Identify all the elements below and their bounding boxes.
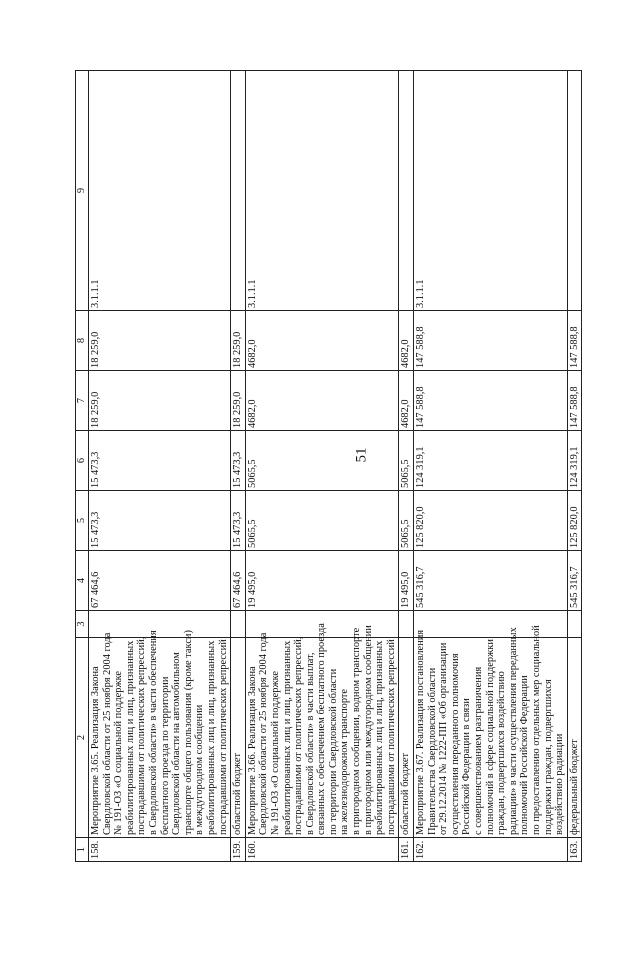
description-line: областной бюджет [400,752,412,835]
cell-c9: 3.1.1.1 [245,71,399,311]
header-cell: 4 [76,551,89,611]
cell-c8: 18 259,0 [89,311,231,371]
header-cell: 5 [76,491,89,551]
description-line: Мероприятие 3.65. Реализация Закона [90,666,101,835]
cell-c7: 147 588,8 [414,371,568,431]
cell-c5: 5065,5 [245,491,399,551]
row-number: 159. [231,838,246,862]
cell-c4: 545 316,7 [414,551,568,611]
stamp-smudge [68,738,92,958]
description-line: реабилитированных лиц и лиц, признанных [124,640,136,835]
cell-c9: 3.1.1.1 [89,71,231,311]
description-line: в междугородном сообщении [194,704,206,835]
description-line: бесплатного проезда по территории [159,676,171,835]
cell-c4: 19 495,0 [399,551,414,611]
description-line: Мероприятие 3.67. Реализация постановления [415,629,427,835]
description-line: связанных с обеспечением бесплатного проезда [316,623,328,835]
cell-c8: 147 588,8 [567,311,582,371]
table-row [414,71,568,862]
description-line: № 191-ОЗ «О социальной поддержке [269,670,281,835]
cell-c6: 5065,5 [399,431,414,491]
description-line: пострадавшими от политических репрессий, [136,636,148,835]
cell-c9 [399,71,414,311]
table-row [399,71,414,862]
description-line: воздействию радиации [554,733,566,835]
description-line: Свердловской области от 25 ноября 2004 года [101,632,113,835]
description-line: радиации» в части осуществления переданных [507,627,519,835]
description-line: областной бюджет [232,752,244,835]
cell-c7: 147 588,8 [567,371,582,431]
description-line: реабилитированных лиц и лиц, признанных [374,640,386,835]
table-row [245,71,399,862]
description-line: пострадавшими от политических репрессий, [293,636,305,835]
description-line: Правительства Свердловской области [426,667,438,835]
cell-c5: 15 473,3 [231,491,246,551]
description-line: федеральный бюджет [568,739,580,835]
header-cell: 6 [76,431,89,491]
header-cell: 7 [76,371,89,431]
cell-c4: 545 316,7 [567,551,582,611]
header-cell: 2 [76,638,89,838]
header-cell: 8 [76,311,89,371]
cell-c4: 19 495,0 [245,551,399,611]
cell-c6: 124 319,1 [567,431,582,491]
description-line: с совершенствованием разграничения [473,666,484,835]
cell-c5: 5065,5 [399,491,414,551]
description-line: осуществления переданного полномочия [449,653,461,835]
description-line: Российской Федерации в связи [461,698,473,835]
row-description [567,638,582,838]
description-line: от 29.12.2014 № 1222-ПП «Об организации [438,642,450,835]
cell-c6: 15 473,3 [89,431,231,491]
table-row [231,71,246,862]
header-cell: 3 [76,611,89,638]
cell-c9: 3.1.1.1 [414,71,568,311]
cell-c3 [231,611,246,638]
description-line: поддержки граждан, подвергшихся [542,679,554,835]
row-number: 158. [89,838,231,862]
cell-c8: 4682,0 [245,311,399,371]
description-line: граждан, подвергшихся воздействию [496,671,508,835]
row-description [231,638,246,838]
cell-c8: 147 588,8 [414,311,568,371]
row-number: 160. [245,838,399,862]
row-number: 161. [399,838,414,862]
description-line: по предоставлению отдельных мер социальной [530,625,542,835]
table-row [89,71,231,862]
cell-c5: 125 820,0 [567,491,582,551]
cell-c9 [231,71,246,311]
cell-c3 [567,611,582,638]
cell-c7: 4682,0 [245,371,399,431]
description-line: реабилитированных лиц и лиц, признанных [281,640,293,835]
cell-c4: 67 464,6 [231,551,246,611]
cell-c6: 124 319,1 [414,431,568,491]
description-line: в Свердловской области» в части обеспечения [147,630,159,835]
description-line: в пригородном сообщении, водном транспорте [351,627,363,835]
description-line: пострадавшими от политических репрессий [217,639,229,835]
program-table [75,70,582,862]
description-line: транспорте общего пользования (кроме такси) [182,630,194,835]
description-line: по территории Свердловской области [327,668,339,835]
row-number: 162. [414,838,568,862]
description-line: в Свердловской области» в части выплат, [304,652,316,835]
cell-c9 [567,71,582,311]
cell-c3 [399,611,414,638]
cell-c4: 67 464,6 [89,551,231,611]
description-line: на железнодорожном транспорте [339,688,351,835]
cell-c7: 4682,0 [399,371,414,431]
description-line: пострадавшими от политических репрессий [385,639,397,835]
cell-c5: 15 473,3 [89,491,231,551]
cell-c7: 18 259,0 [89,371,231,431]
description-line: № 191-ОЗ «О социальной поддержке [113,670,125,835]
description-line: полномочий Российской Федерации [519,675,531,835]
row-number: 163. [567,838,582,862]
description-line: Свердловской области от 25 ноября 2004 года [258,632,270,835]
cell-c8: 18 259,0 [231,311,246,371]
description-line: Свердловской области на автомобильном [171,652,183,835]
table-row [567,71,582,862]
cell-c6: 15 473,3 [231,431,246,491]
description-line: в пригородном или междугородном сообщении [362,625,374,835]
row-description [245,623,399,838]
cell-c3 [414,611,568,638]
cell-c8: 4682,0 [399,311,414,371]
header-cell: 1 [76,838,89,862]
description-line: полномочий в сфере социальной поддержки [484,639,496,835]
row-description [399,638,414,838]
description-line: реабилитированных лиц и лиц, признанных [205,640,217,835]
page-number: 51 [353,447,370,463]
cell-c7: 18 259,0 [231,371,246,431]
rotated-table-container [75,71,616,862]
header-cell: 9 [76,71,89,311]
row-description [414,625,568,838]
table-body [89,71,582,862]
cell-c5: 125 820,0 [414,491,568,551]
description-line: Мероприятие 3.66. Реализация Закона [246,666,258,835]
row-description [89,630,231,838]
cell-c6: 5065,5 [245,431,399,491]
